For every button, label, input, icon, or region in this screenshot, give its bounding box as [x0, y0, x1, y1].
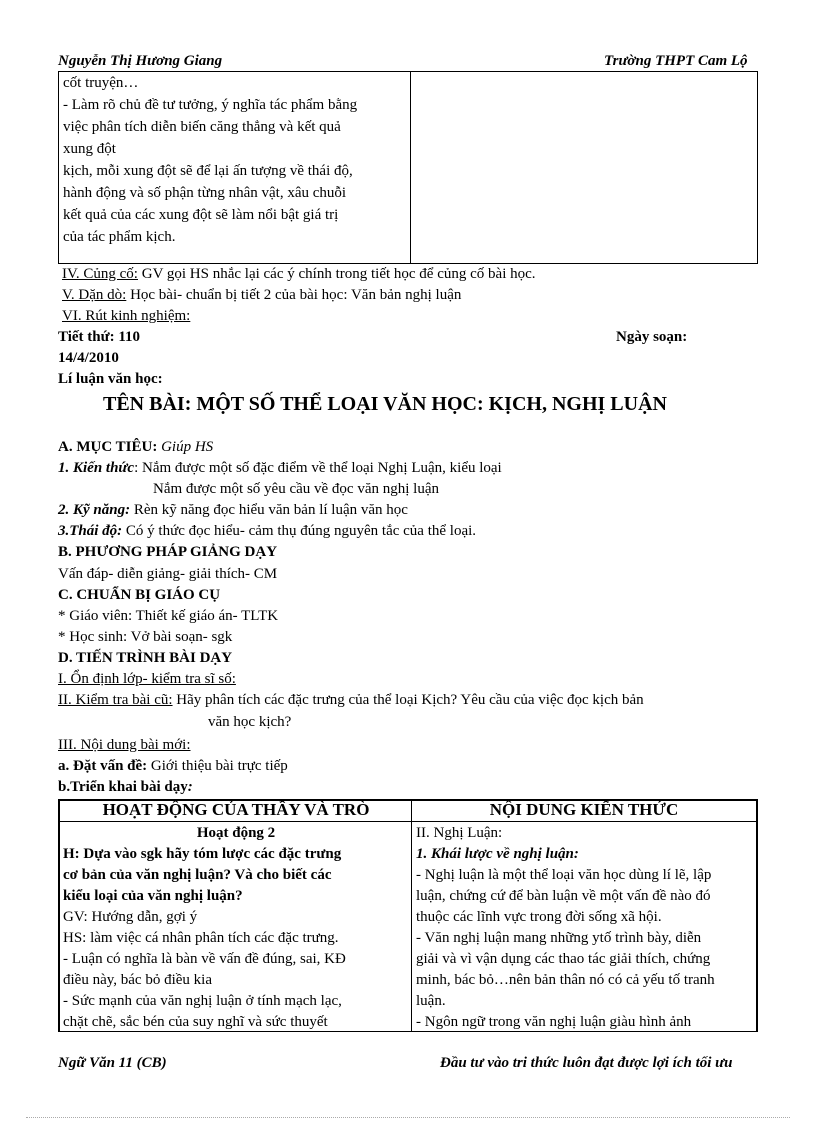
review-cungco: IV. Củng cố: GV gọi HS nhắc lại các ý chính trong tiết học để củng cố bài học.: [62, 266, 536, 282]
process-kiem-tra: II. Kiểm tra bài cũ: Hãy phân tích các đặc trưng của thể loại Kịch? Yêu cầu của việc đọc kịch bản: [58, 692, 644, 708]
lesson-ngay-label: Ngày soạn:: [616, 329, 688, 345]
top-table-bottom-border: [58, 263, 758, 264]
main-table-right-border: [756, 799, 758, 1032]
top-line: kịch, mỗi xung đột sẽ để lại ấn tượng về thái độ,: [63, 163, 353, 179]
goals-kienthuc: 1. Kiến thức: Nắm được một số đặc điểm về thể loại Nghị Luận, kiểu loại: [58, 460, 502, 476]
top-table-left-cell: [63, 72, 357, 248]
goals-kienthuc-2: Nắm được một số yêu cầu về đọc văn nghị luận: [153, 481, 439, 497]
top-line: kết quả của các xung đột sẽ làm nổi bật giá trị: [63, 207, 339, 223]
activity-line: điều này, bác bỏ điều kia: [63, 972, 212, 988]
content-line: luận.: [416, 993, 446, 1009]
top-table-mid-border: [410, 71, 411, 263]
content-line: giải và vì vận dụng các thao tác giải thích, chứng: [416, 951, 711, 967]
lesson-title: TÊN BÀI: MỘT SỐ THỂ LOẠI VĂN HỌC: KỊCH, NGHỊ LUẬN: [103, 393, 667, 415]
main-table-left-border: [58, 799, 60, 1032]
top-table-left-border: [58, 71, 59, 263]
activity-line: - Luận có nghĩa là bàn về vấn đề đúng, sai, KĐ: [63, 951, 346, 967]
process-on-dinh: I. Ổn định lớp- kiểm tra sĩ số:: [58, 671, 236, 687]
content-line: minh, bác bỏ…nên bản thân nó có cả yếu tố tranh: [416, 972, 715, 988]
review-dando: V. Dặn dò: Học bài- chuẩn bị tiết 2 của bài học: Văn bản nghị luận: [62, 287, 462, 303]
question-line: cơ bản của văn nghị luận? Và cho biết các: [63, 867, 332, 883]
activity-line: HS: làm việc cá nhân phân tích các đặc trưng.: [63, 930, 339, 946]
top-table-right-border: [757, 71, 758, 263]
activity-line: GV: Hướng dẫn, gợi ý: [63, 909, 198, 925]
top-line: - Làm rõ chủ đề tư tưởng, ý nghĩa tác phẩm bằng: [63, 97, 358, 113]
footer-left: Ngữ Văn 11 (CB): [58, 1055, 167, 1071]
process-trien-khai: b.Triển khai bài dạy:: [58, 779, 193, 795]
main-table-left-cell: [63, 823, 409, 1033]
section-heading: II. Nghị Luận:: [416, 825, 503, 841]
prep-heading: C. CHUẨN BỊ GIÁO CỤ: [58, 587, 221, 603]
process-heading: D. TIẾN TRÌNH BÀI DẠY: [58, 650, 233, 666]
top-line: xung đột: [63, 141, 116, 157]
lesson-tiet: Tiết thứ: 110: [58, 329, 141, 345]
top-line: hành động và số phận từng nhân vật, xâu chuỗi: [63, 185, 347, 201]
prep-gv: * Giáo viên: Thiết kế giáo án- TLTK: [58, 608, 279, 624]
top-line: của tác phẩm kịch.: [63, 229, 176, 245]
method-text: Vấn đáp- diễn giảng- giải thích- CM: [58, 566, 278, 582]
method-heading: B. PHƯƠNG PHÁP GIẢNG DẠY: [58, 544, 278, 560]
activity-line: - Sức mạnh của văn nghị luận ở tính mạch lạc,: [63, 993, 342, 1009]
content-line: - Văn nghị luận mang những ytố trình bày, diễn: [416, 930, 702, 946]
main-table-right-header: NỘI DUNG KIẾN THỨC: [489, 800, 679, 819]
lesson-date: 14/4/2010: [58, 350, 119, 366]
main-table-right-cell: [416, 823, 754, 1033]
header-school: Trường THPT Cam Lộ: [604, 53, 748, 69]
question-line: kiểu loại của văn nghị luận?: [63, 888, 243, 904]
review-rutkinhnghiem: VI. Rút kinh nghiệm:: [62, 308, 191, 324]
process-kiem-tra-2: văn học kịch?: [208, 714, 292, 730]
top-line: việc phân tích diễn biến căng thẳng và kết quả: [63, 119, 341, 135]
page-bottom-dotted-line: [26, 1117, 790, 1118]
goals-a: A. MỤC TIÊU: Giúp HS: [58, 439, 214, 455]
content-line: - Nghị luận là một thể loại văn học dùng lí lẽ, lập: [416, 867, 712, 883]
header-author: Nguyễn Thị Hương Giang: [58, 53, 223, 69]
lesson-subject: Lí luận văn học:: [58, 371, 163, 387]
process-noi-dung: III. Nội dung bài mới:: [58, 737, 191, 753]
goals-kynang: 2. Kỹ năng: Rèn kỹ năng đọc hiểu văn bản lí luận văn học: [58, 502, 408, 518]
process-dat-van-de: a. Đặt vấn đề: Giới thiệu bài trực tiếp: [58, 758, 288, 774]
main-table-mid-border: [411, 799, 412, 1032]
activity-title: Hoạt động 2: [196, 825, 276, 841]
content-line: - Ngôn ngữ trong văn nghị luận giàu hình ảnh: [416, 1014, 692, 1030]
content-line: luận, chứng cứ để bàn luận về một vấn đề nào đó: [416, 888, 711, 904]
goals-thaido: 3.Thái độ: Có ý thức đọc hiểu- cảm thụ đúng nguyên tắc của thể loại.: [58, 523, 477, 539]
main-table-left-header: HOẠT ĐỘNG CỦA THẦY VÀ TRÒ: [102, 800, 370, 819]
main-table-header-border: [58, 821, 758, 822]
activity-line: chặt chẽ, sắc bén của suy nghĩ và sức thuyết: [63, 1014, 328, 1030]
subsection-heading: 1. Khái lược về nghị luận:: [416, 846, 579, 862]
question-line: H: Dựa vào sgk hãy tóm lược các đặc trưng: [63, 846, 342, 862]
top-line: cốt truyện…: [63, 75, 139, 91]
prep-hs: * Học sinh: Vở bài soạn- sgk: [58, 629, 233, 645]
footer-right: Đầu tư vào tri thức luôn đạt được lợi ích tối ưu: [440, 1055, 733, 1071]
content-line: thuộc các lĩnh vực trong đời sống xã hội.: [416, 909, 662, 925]
